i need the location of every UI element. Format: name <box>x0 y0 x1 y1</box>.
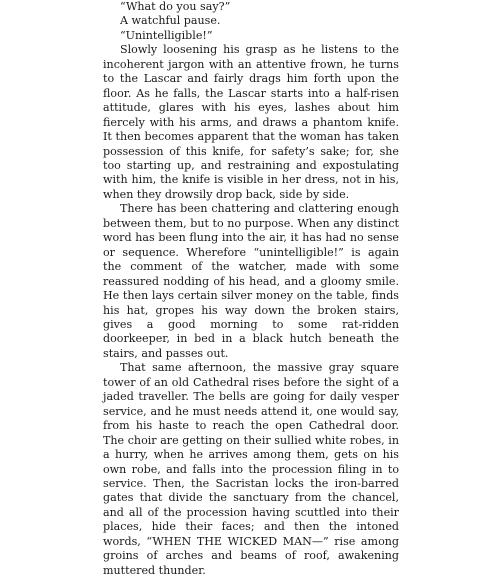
paragraph-lascar-knife: Slowly loosening his grasp as he listens to the incoherent jargon with an attentive frown, he turns to the Lascar and fairly drags him forth upon the floor. As he falls, the Lascar starts into a half-risen attitude, glares with his eyes, lashes about him fiercely with his arms, and draws a phantom knife. It then becomes apparent that the woman has taken possession of this knife, for safety’s sake; for, she too starting up, and restraining and expostulating with him, the knife is visible in her dress, not in his, when they drowsily drop back, side by side. <box>103 43 399 201</box>
dialogue-line-pause: A watchful pause. <box>120 14 221 28</box>
dialogue-line-answer: “Unintelligible!” <box>120 28 213 42</box>
paragraph-cathedral: That same afternoon, the massive gray square tower of an old Cathedral rises before the sight of a jaded traveller. The bells are going for daily vesper service, and he must needs attend it, one would say, from his haste to reach the open Cathedral door. The choir are getting on their sullied white robes, in a hurry, when he arrives among them, gets on his own robe, and falls into the procession filing in to service. Then, the Sacristan locks the iron-barred gates that divide the sanctuary from the chancel, and all of the procession having scuttled into their places, hide their faces; and then the intoned words, “WHEN THE WICKED MAN—” rise among groins of arches and beams of roof, awakening muttered thunder. <box>103 361 399 577</box>
dialogue-line-question: “What do you say?” <box>120 0 231 13</box>
paragraph-chattering: There has been chattering and clattering enough between them, but to no purpose. When any distinct word has been flung into the air, it has had no sense or sequence. Wherefore “unintelligible!” is again the comment of the watcher, made with some reassured nodding of his head, and a gloomy smile. He then lays certain silver money on the table, finds his hat, gropes his way down the broken stairs, gives a good morning to some rat-ridden doorkeeper, in bed in a black hutch beneath the stairs, and passes out. <box>103 202 399 360</box>
book-page <box>103 0 399 578</box>
